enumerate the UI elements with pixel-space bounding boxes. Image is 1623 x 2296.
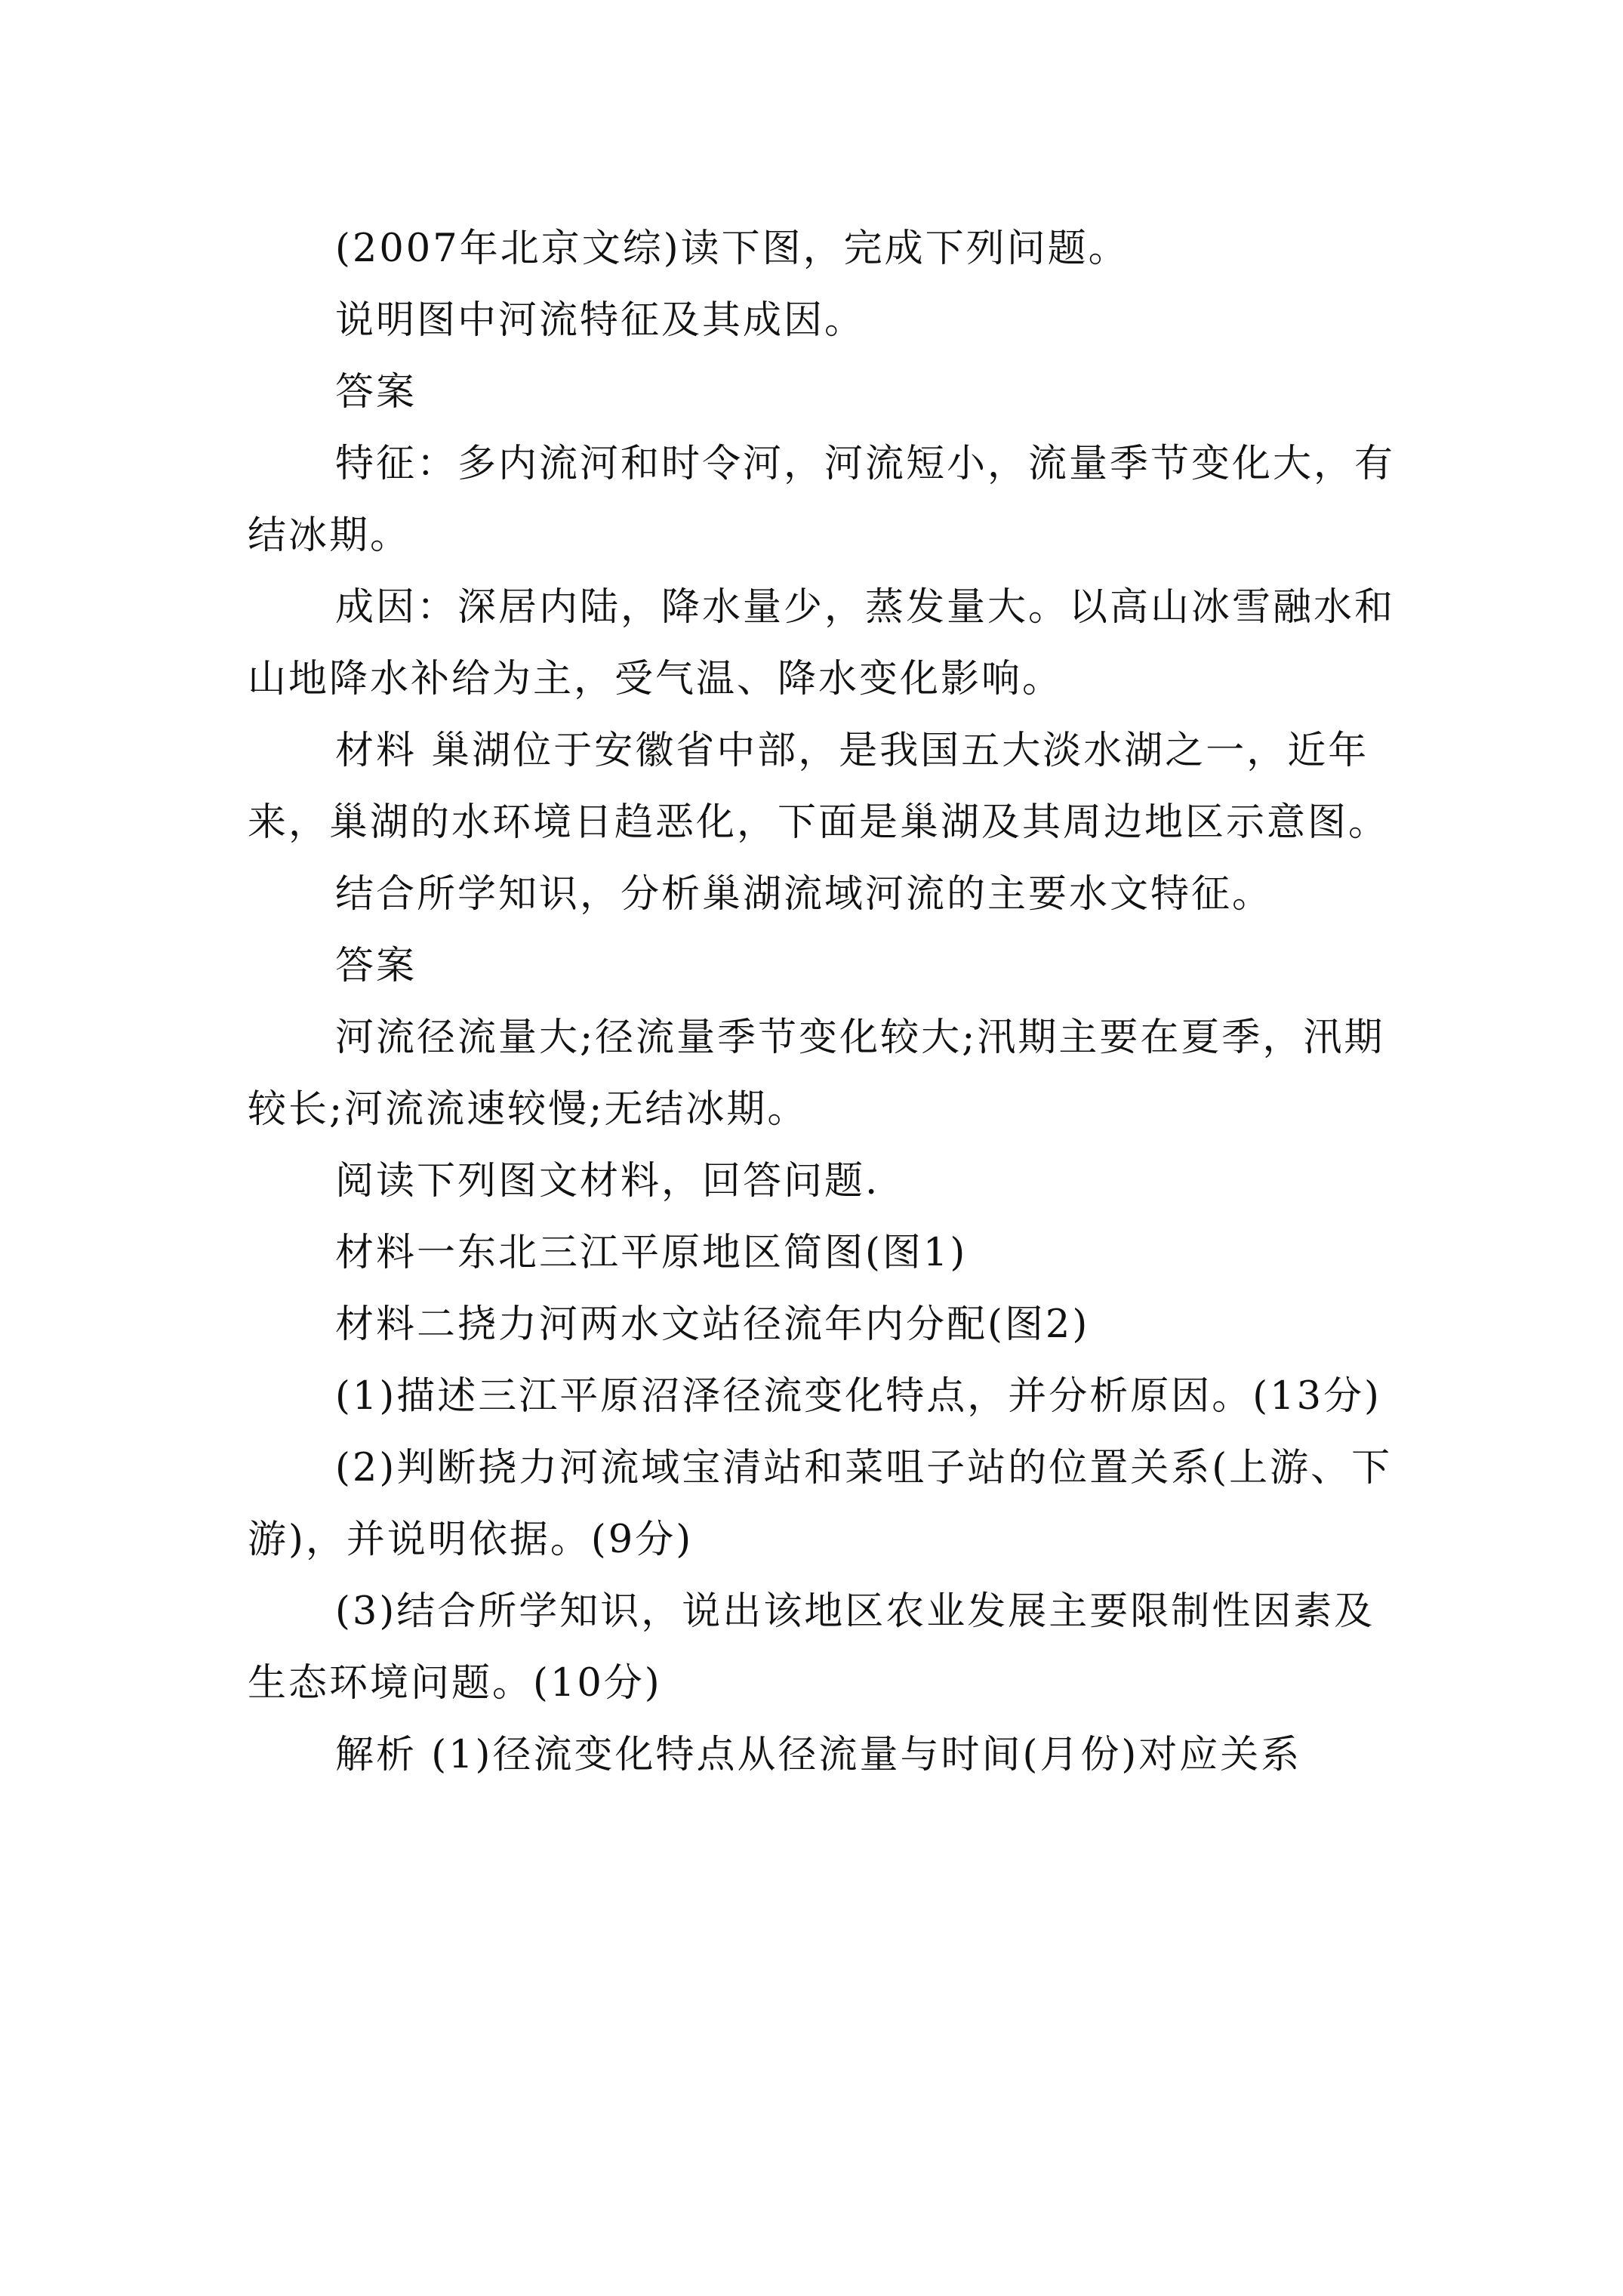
answer-heading: 答案 — [335, 370, 417, 415]
material-two: 材料二挠力河两水文站径流年内分配(图2) — [335, 1302, 1090, 1347]
material-one: 材料一东北三江平原地区简图(图1) — [335, 1231, 968, 1275]
question-chaohu: 结合所学知识，分析巢湖流域河流的主要水文特征。 — [335, 872, 1273, 917]
question-source-intro: (2007年北京文综)读下图，完成下列问题。 — [335, 227, 1129, 271]
answer-heading: 答案 — [335, 944, 417, 988]
question-prompt: 说明图中河流特征及其成因。 — [335, 298, 866, 343]
question-2: (2)判断挠力河流域宝清站和菜咀子站的位置关系(上游、下游)，并说明依据。(9分) — [248, 1446, 1393, 1562]
question-1: (1)描述三江平原沼泽径流变化特点，并分析原因。(13分) — [335, 1374, 1381, 1419]
answer-chaohu: 河流径流量大;径流量季节变化较大;汛期主要在夏季，汛期较长;河流流速较慢;无结冰期。 — [248, 1015, 1385, 1132]
reading-instruction: 阅读下列图文材料，回答问题. — [335, 1159, 880, 1203]
question-3: (3)结合所学知识，说出该地区农业发展主要限制性因素及生态环境问题。(10分) — [248, 1589, 1375, 1706]
document-body — [248, 213, 1397, 1791]
answer-features: 特征：多内流河和时令河，河流短小，流量季节变化大，有结冰期。 — [248, 442, 1396, 558]
answer-causes: 成因：深居内陆，降水量少，蒸发量大。以高山冰雪融水和山地降水补给为主，受气温、降水变化影响。 — [248, 585, 1396, 701]
analysis-text: 解析 (1)径流变化特点从径流量与时间(月份)对应关系 — [335, 1733, 1302, 1777]
material-chaohu: 材料 巢湖位于安徽省中部，是我国五大淡水湖之一，近年来，巢湖的水环境日趋恶化，下面是巢湖及其周边地区示意图。 — [248, 729, 1390, 845]
